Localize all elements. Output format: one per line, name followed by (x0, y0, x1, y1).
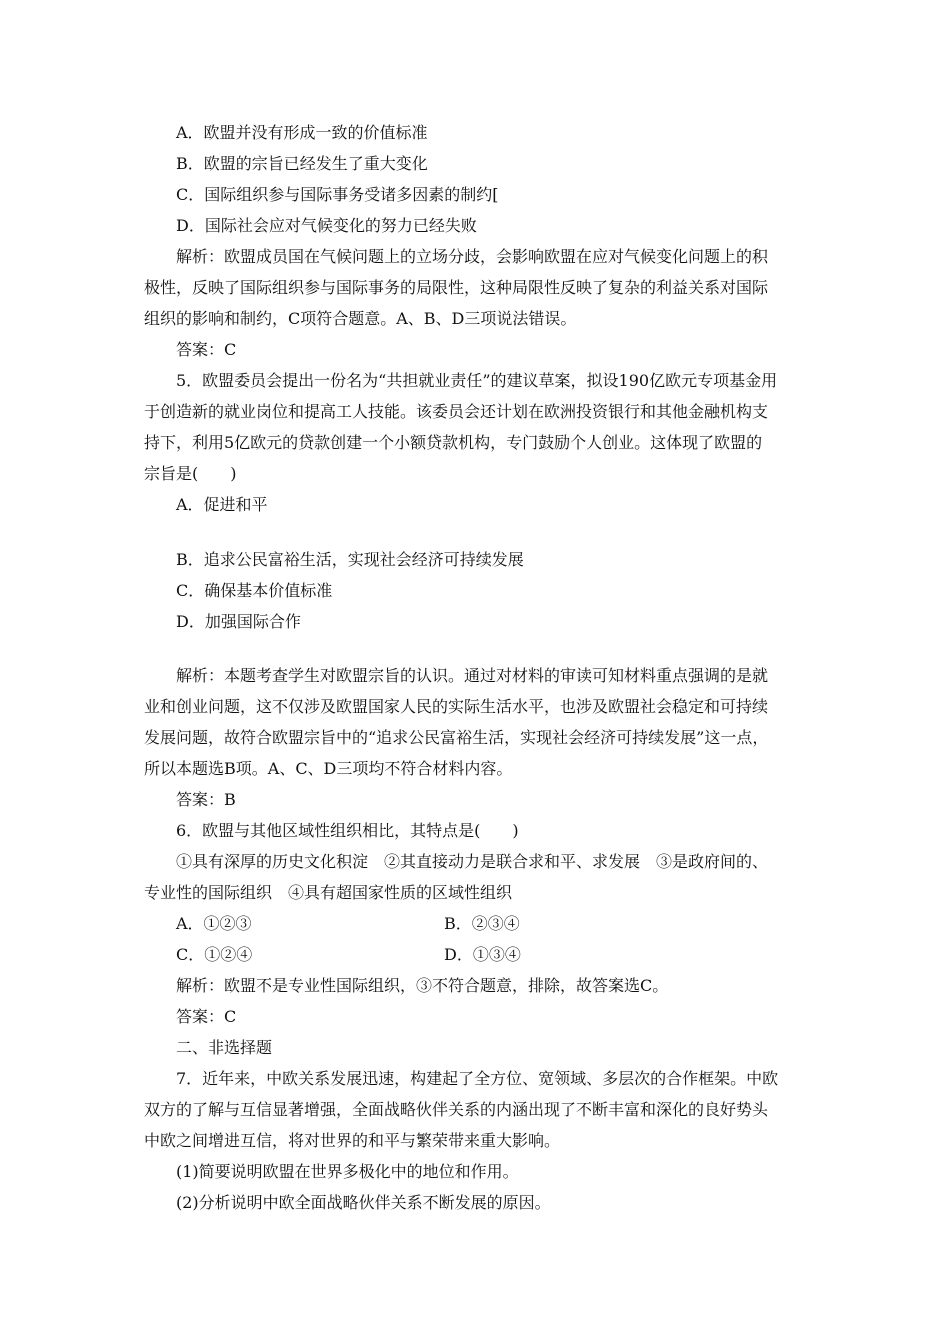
q4-analysis-line: 组织的影响和制约，C项符合题意。A、B、D三项说法错误。 (144, 309, 577, 328)
q7-stem-line: 中欧之间增进互信，将对世界的和平与繁荣带来重大影响。 (144, 1131, 561, 1150)
q7-stem-line: 双方的了解与互信显著增强，全面战略伙伴关系的内涵出现了不断丰富和深化的良好势头 (144, 1100, 769, 1119)
q4-answer: 答案：C (176, 340, 237, 359)
q5-analysis-line: 发展问题，故符合欧盟宗旨中的“追求公民富裕生活，实现社会经济可持续发展”这一点， (144, 728, 769, 747)
q7-subquestion-2: (2)分析说明中欧全面战略伙伴关系不断发展的原因。 (176, 1193, 551, 1212)
q6-answer: 答案：C (176, 1007, 237, 1026)
q5-option-b: B．追求公民富裕生活，实现社会经济可持续发展 (176, 550, 524, 569)
q6-option-c: C．①②④ (176, 945, 253, 964)
q5-analysis-line: 业和创业问题，这不仅涉及欧盟国家人民的实际生活水平，也涉及欧盟社会稳定和可持续 (144, 697, 769, 716)
q6-stem-line: 6．欧盟与其他区域性组织相比，其特点是( ) (176, 821, 519, 840)
q4-option-b: B．欧盟的宗旨已经发生了重大变化 (176, 154, 428, 173)
q4-option-d: D．国际社会应对气候变化的努力已经失败 (176, 216, 477, 235)
q5-stem-line: 5．欧盟委员会提出一份名为“共担就业责任”的建议草案，拟设190亿欧元专项基金用 (176, 371, 778, 390)
q7-stem-line: 7．近年来，中欧关系发展迅速，构建起了全方位、宽领域、多层次的合作框架。中欧 (176, 1069, 779, 1088)
q4-analysis-line: 解析：欧盟成员国在气候问题上的立场分歧，会影响欧盟在应对气候变化问题上的积 (176, 247, 769, 266)
q5-analysis-line: 解析：本题考查学生对欧盟宗旨的认识。通过对材料的审读可知材料重点强调的是就 (176, 666, 769, 685)
q5-stem-line: 持下，利用5亿欧元的贷款创建一个小额贷款机构，专门鼓励个人创业。这体现了欧盟的 (144, 433, 763, 452)
q4-option-a: A．欧盟并没有形成一致的价值标准 (176, 123, 428, 142)
q6-stem-line: 专业性的国际组织 ④具有超国家性质的区域性组织 (144, 883, 513, 902)
q4-option-c: C．国际组织参与国际事务受诸多因素的制约[ (176, 185, 499, 204)
q5-stem-line: 宗旨是( ) (144, 464, 237, 483)
q5-stem-line: 于创造新的就业岗位和提高工人技能。该委员会还计划在欧洲投资银行和其他金融机构支 (144, 402, 769, 421)
section-title: 二、非选择题 (176, 1038, 273, 1057)
q6-analysis: 解析：欧盟不是专业性国际组织，③不符合题意，排除，故答案选C。 (176, 976, 669, 995)
q5-option-c: C．确保基本价值标准 (176, 581, 333, 600)
q5-option-a: A．促进和平 (176, 495, 268, 514)
q6-option-d: D．①③④ (444, 945, 521, 964)
q5-option-d: D．加强国际合作 (176, 612, 301, 631)
q5-analysis-line: 所以本题选B项。A、C、D三项均不符合材料内容。 (144, 759, 513, 778)
q5-answer: 答案：B (176, 790, 236, 809)
q7-subquestion-1: (1)简要说明欧盟在世界多极化中的地位和作用。 (176, 1162, 519, 1181)
q6-option-a: A．①②③ (176, 914, 252, 933)
q6-option-b: B．②③④ (444, 914, 520, 933)
q6-stem-line: ①具有深厚的历史文化积淀 ②其直接动力是联合求和平、求发展 ③是政府间的、 (176, 852, 769, 871)
q4-analysis-line: 极性，反映了国际组织参与国际事务的局限性，这种局限性反映了复杂的利益关系对国际 (144, 278, 769, 297)
